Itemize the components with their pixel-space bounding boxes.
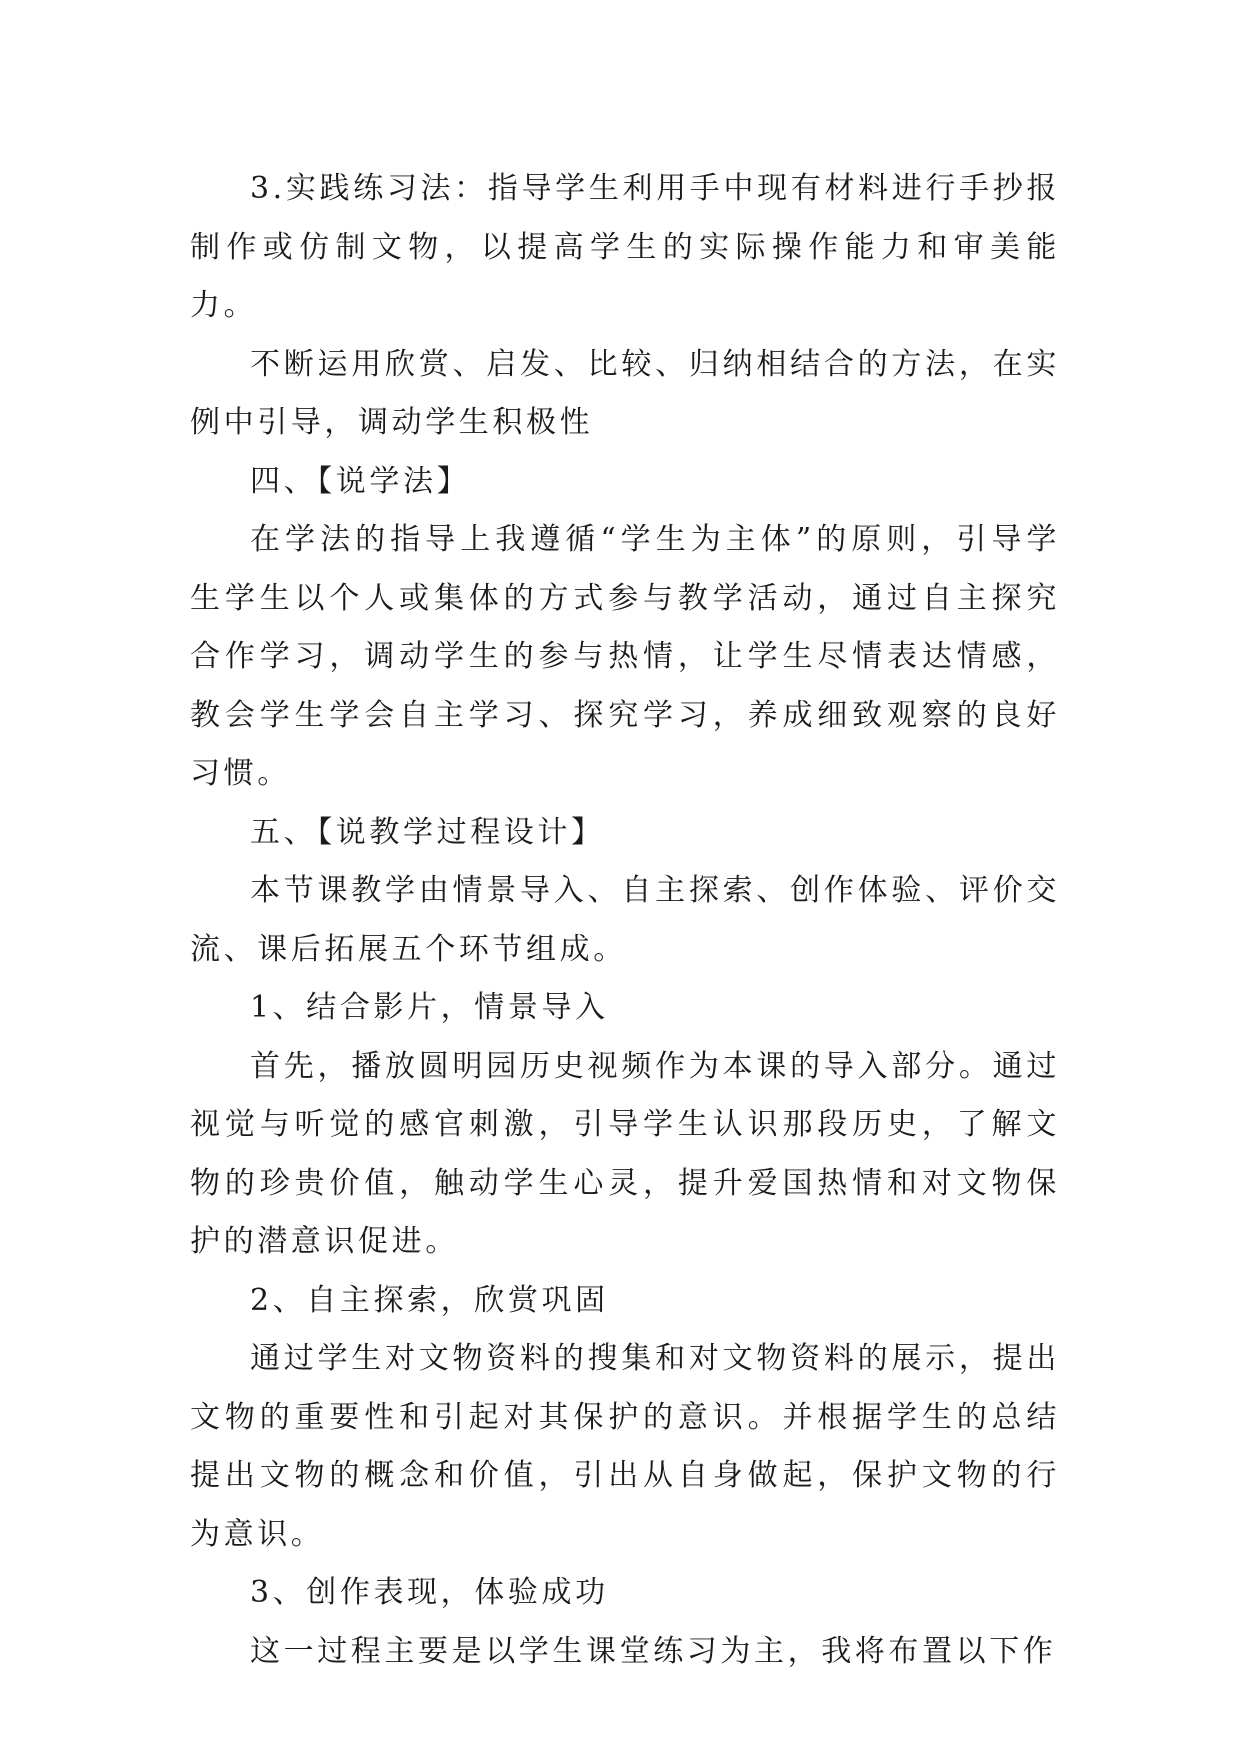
subheading-step-3: 3、创作表现，体验成功	[250, 1575, 609, 1610]
paragraph-practice-method: 3.实践练习法：指导学生利用手中现有材料进行手抄报制作或仿制文物，以提高学生的实际操作能力和审美能力。	[190, 171, 1060, 323]
paragraph-step-3: 这一过程主要是以学生课堂练习为主，我将布置以下作	[250, 1633, 1057, 1669]
document-body	[190, 160, 1060, 1681]
paragraph-step-1: 首先，播放圆明园历史视频作为本课的导入部分。通过视觉与听觉的感官刺激，引导学生认识那段历史，了解文物的珍贵价值，触动学生心灵，提升爱国热情和对文物保护的潜意识促进。	[190, 1048, 1060, 1259]
subheading-step-2: 2、自主探索，欣赏巩固	[250, 1282, 609, 1318]
section-heading-teaching-process: 五、【说教学过程设计】	[250, 814, 605, 850]
paragraph-learning-method: 在学法的指导上我遵循“学生为主体”的原则，引导学生学生以个人或集体的方式参与教学活动，通过自主探究合作学习，调动学生的参与热情，让学生尽情表达情感，教会学生学会自主学习、探究学习，养成细致观察的良好习惯。	[190, 522, 1060, 791]
subheading-step-1: 1、结合影片，情景导入	[250, 990, 609, 1025]
paragraph-process-overview: 本节课教学由情景导入、自主探索、创作体验、评价交流、课后拓展五个环节组成。	[190, 873, 1060, 967]
paragraph-step-2: 通过学生对文物资料的搜集和对文物资料的展示，提出文物的重要性和引起对其保护的意识。并根据学生的总结提出文物的概念和价值，引出从自身做起，保护文物的行为意识。	[190, 1341, 1060, 1552]
paragraph-method-summary: 不断运用欣赏、启发、比较、归纳相结合的方法，在实例中引导，调动学生积极性	[190, 346, 1060, 440]
section-heading-learning-method: 四、【说学法】	[250, 463, 471, 499]
